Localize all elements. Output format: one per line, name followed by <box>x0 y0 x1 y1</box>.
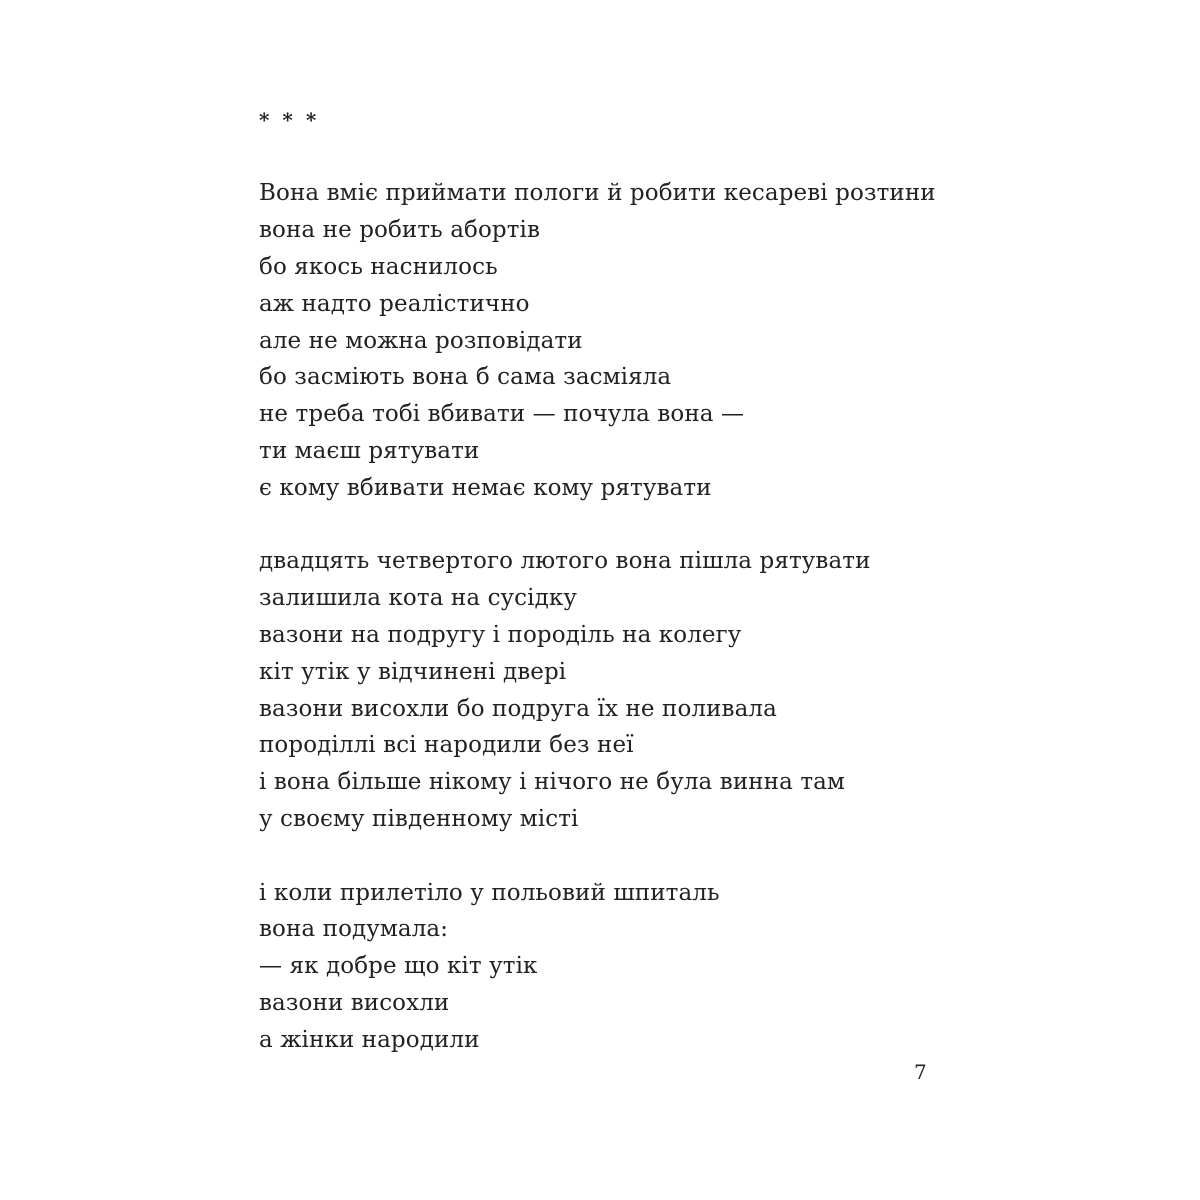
stanza-1 <box>259 175 979 506</box>
separator-gap <box>259 139 979 176</box>
stanza-3 <box>259 875 979 1059</box>
poem-line: є кому вбивати немає кому рятувати <box>259 474 712 501</box>
poem-line: бо якось наснилось <box>259 253 498 280</box>
poem-line: Вона вміє приймати пологи й робити кесареві розтини <box>259 180 936 207</box>
poem-line: вазони на подругу і породіль на колегу <box>259 621 742 648</box>
poem-line: кіт утік у відчинені двері <box>259 658 567 685</box>
poem-line: у своєму південному місті <box>259 805 579 832</box>
poem-line: бо засміють вона б сама засміяла <box>259 364 672 391</box>
poem-line: і вона більше нікому і нічого не була винна там <box>259 769 845 796</box>
poem-line: вона подумала: <box>259 916 449 943</box>
stanza-2 <box>259 543 979 837</box>
poem-line: не треба тобі вбивати — почула вона — <box>259 401 745 428</box>
poem <box>259 102 979 1059</box>
page-number: 7 <box>914 1060 927 1084</box>
poem-line: а жінки народили <box>259 1026 480 1053</box>
poem-line: залишила кота на сусідку <box>259 585 577 612</box>
poem-line: двадцять четвертого лютого вона пішла рятувати <box>259 548 871 575</box>
poem-line: але не можна розповідати <box>259 327 583 354</box>
poem-line: вазони висохли <box>259 989 450 1016</box>
poem-line: і коли прилетіло у польовий шпиталь <box>259 879 720 906</box>
poem-line: ти маєш рятувати <box>259 437 480 464</box>
section-separator: * * * <box>259 108 320 132</box>
poem-line: — як добре що кіт утік <box>259 953 538 980</box>
poem-line: породіллі всі народили без неї <box>259 732 634 759</box>
poem-line: вона не робить абортів <box>259 217 541 244</box>
poem-line: аж надто реалістично <box>259 290 530 317</box>
poem-line: вазони висохли бо подруга їх не поливала <box>259 695 777 722</box>
